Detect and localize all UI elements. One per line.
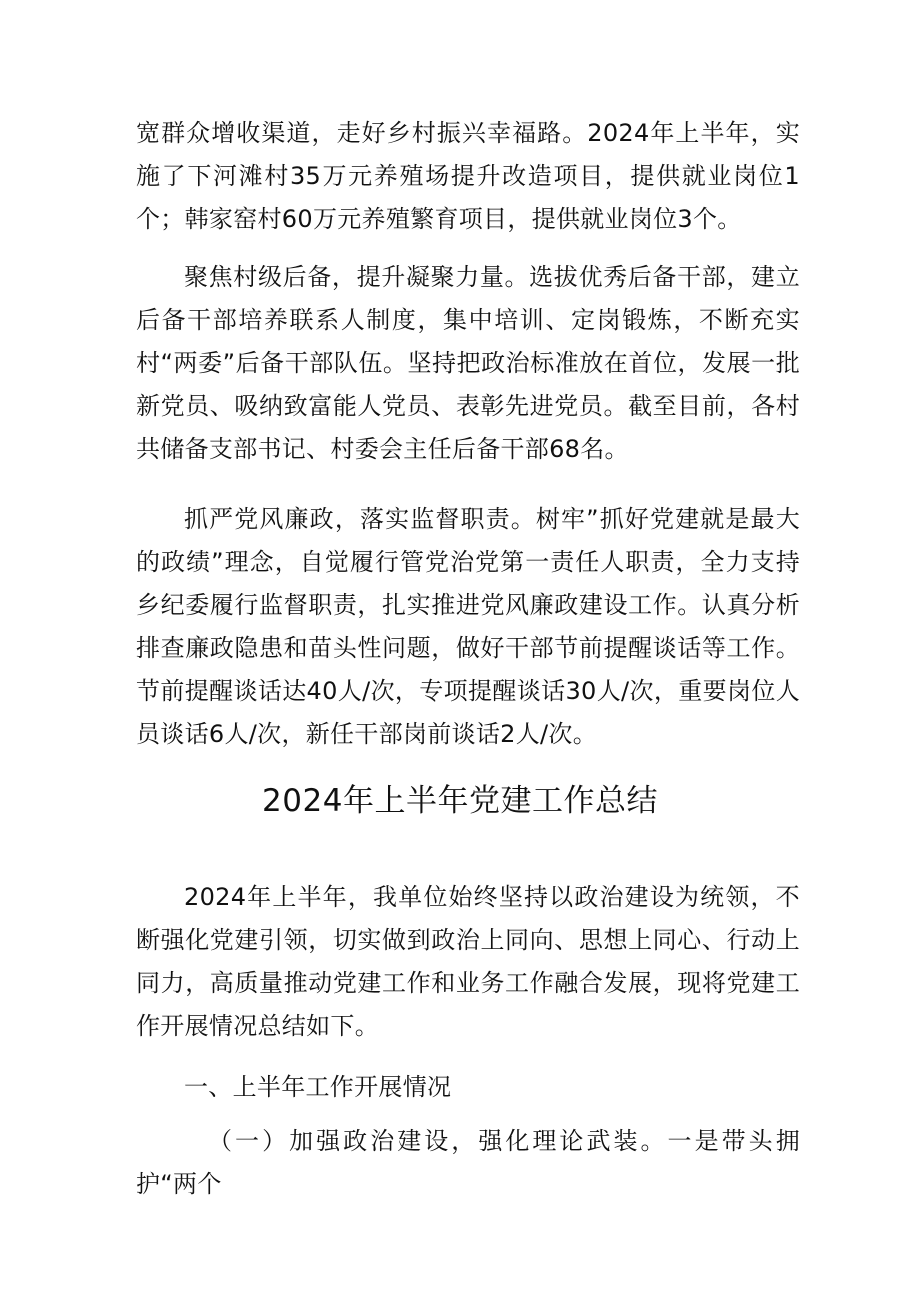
subsection-paragraph: （一）加强政治建设，强化理论武装。一是带头拥护“两个	[136, 1127, 800, 1198]
paragraph-village-reserve: 聚焦村级后备，提升凝聚力量。选拔优秀后备干部，建立后备干部培养联系人制度，集中培训、定岗锻炼，不断充实村“两委”后备干部队伍。坚持把政治标准放在首位，发展一批新党员、吸纳致富能人党员、表彰先进党员。截至目前，各村共储备支部书记、村委会主任后备干部68名。	[136, 263, 800, 463]
paragraph-rural-income: 宽群众增收渠道，走好乡村振兴幸福路。2024年上半年，实施了下河滩村35万元养殖场提升改造项目，提供就业岗位1个；韩家窑村60万元养殖繁育项目，提供就业岗位3个。	[136, 119, 800, 233]
document-title: 2024年上半年党建工作总结	[262, 783, 658, 819]
paragraph-party-integrity: 抓严党风廉政，落实监督职责。树牢”抓好党建就是最大的政绩”理念，自觉履行管党治党第一责任人职责，全力支持乡纪委履行监督职责，扎实推进党风廉政建设工作。认真分析排查廉政隐患和苗头性问题，做好干部节前提醒谈话等工作。节前提醒谈话达40人/次，专项提醒谈话30人/次，重要岗位人员谈话6人/次，新任干部岗前谈话2人/次。	[136, 505, 801, 748]
paragraph-intro: 2024年上半年，我单位始终坚持以政治建设为统领，不断强化党建引领，切实做到政治上同向、思想上同心、行动上同力，高质量推动党建工作和业务工作融合发展，现将党建工作开展情况总结如下。	[136, 883, 800, 1040]
section-heading: 一、上半年工作开展情况	[184, 1073, 452, 1101]
